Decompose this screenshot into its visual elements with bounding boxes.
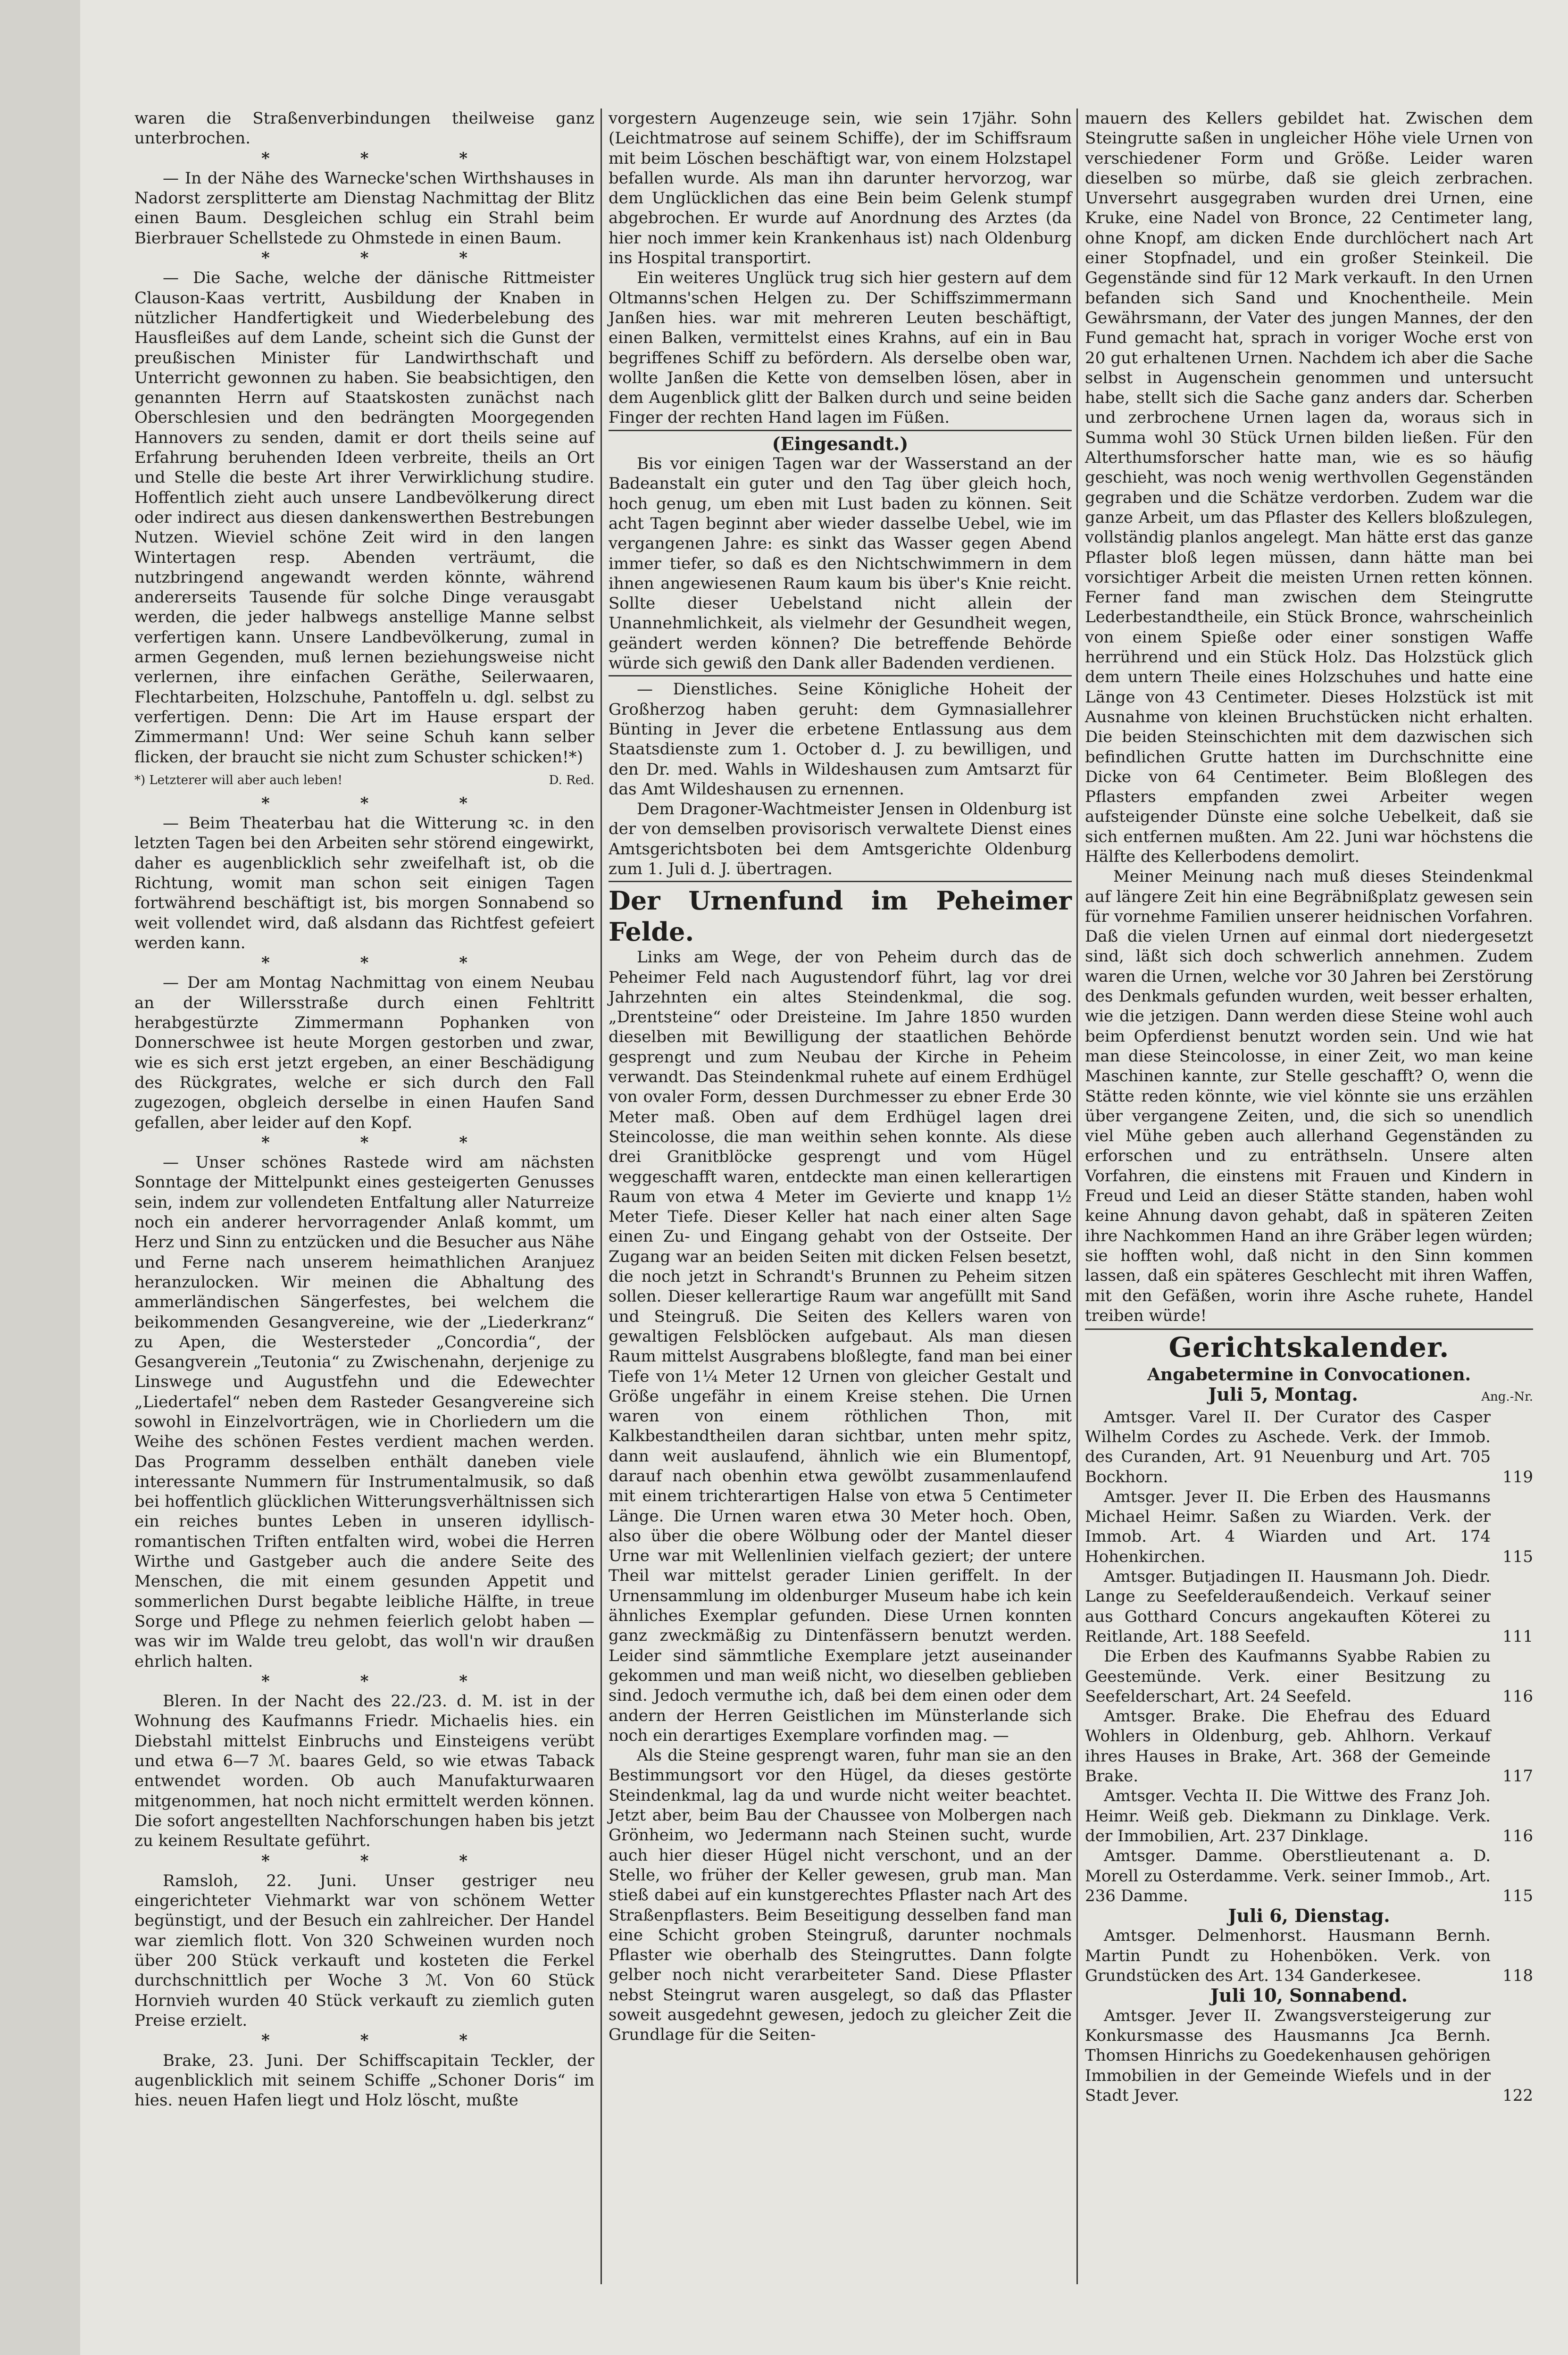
article-paragraph: — Beim Theaterbau hat die Witterung ꝛc. in den letzten Tagen bei den Arbeiten sehr störend eingewirkt, daher es augenblicklich sehr zweifelhaft ist, ob die Richtung, womit man schon seit einigen Tagen fortwährend beschäftigt ist, bis morgen Sonnabend so weit vollendet wird, daß alsdann das Richtfest gefeiert werden kann. xyxy=(134,814,594,952)
calendar-day: Juli 5, Montag. xyxy=(1208,1384,1358,1405)
section-title: (Eingesandt.) xyxy=(772,433,909,454)
calendar-subtitle: Angabetermine in Convocationen. xyxy=(1147,1365,1471,1385)
separator-stars: * * * xyxy=(261,793,510,813)
footnote-signature: D. Red. xyxy=(549,773,594,787)
dienstliches-section xyxy=(609,675,1072,879)
article-paragraph: — Die Sache, welche der dänische Rittmeister Clauson-Kaas vertritt, Ausbildung der Knaben in nützlicher Handfertigkeit und Wiederbelebung des Hausfleißes auf dem Lande, scheint sich die Gunst der preußischen Minister für Landwirthschaft und Unterricht gewonnen zu haben. Sie beabsichtigen, den genannten Herrn auf Staatskosten zunächst nach Oberschlesien und den bedrängten Moorgegenden Hannovers zu senden, damit er dort theils seine auf Erfahrung beruhenden Ideen verbreite, theils an Ort und Stelle die beste Art ihrer Verwirklichung studire. Hoffentlich zieht auch unsere Landbevölkerung direct oder indirect aus diesen dankenswerthen Bestrebungen Nutzen. Wieviel schöne Zeit wird in den langen Wintertagen resp. Abenden verträumt, die nutzbringend angewandt werden könnte, während andererseits Tausende für solche Dinge verausgabt werden, die jeder halbwegs anstellige Manne selbst verfertigen kann. Unsere Landbevölkerung, zumal in armen Gegenden, muß lernen beziehungsweise nicht verlernen, ihre einfachen Geräthe, Seilerwaaren, Flechtarbeiten, Holzschuhe, Pantoffeln u. dgl. selbst zu verfertigen. Denn: Die Art im Hause erspart der Zimmermann! Und: Wer seine Schuh kann selber flicken, der braucht sie nicht zum Schuster schicken!*) xyxy=(134,268,594,767)
separator-stars: * * * xyxy=(261,149,510,168)
calendar-entry xyxy=(1085,1846,1533,1906)
calendar-entry xyxy=(1085,1926,1533,1986)
article-paragraph: Als die Steine gesprengt waren, fuhr man sie an den Bestimmungsort vor den Hügel, da dieses gestörte Steindenkmal, lag da und wurde nicht weiter beachtet. Jetzt aber, beim Bau der Chaussee von Molbergen nach Grönheim, wo Jedermann nach Steinen sucht, wurde auch hier dieser Hügel nicht verschont, und an der Stelle, wo früher der Keller gewesen, grub man. Man stieß dabei auf ein kunstgerechtes Pflaster nach Art des Straßenpflasters. Beim Beseitigung desselben fand man eine Schicht groben Steingruß, darunter nochmals Pflaster wie oberhalb des Steingruttes. Dann folgte gelber noch nicht verarbeiteter Sand. Diese Pflaster nebst Steingrut waren ausgelegt, so daß das Pflaster soweit ausgedehnt gewesen, jedoch zu gleicher Zeit die Grundlage für die Seiten- xyxy=(609,1746,1072,2045)
entry-text: Die Erben des Kaufmanns Syabbe Rabien zu Geestemünde. Verk. einer Besitzung zu Seefelderschart, Art. 24 Seefeld. xyxy=(1085,1647,1491,1706)
entry-number: 115 xyxy=(1502,1886,1533,1905)
separator-stars: * * * xyxy=(261,1851,510,1871)
entry-text: Amtsger. Jever II. Zwangsversteigerung zur Konkursmasse des Hausmanns Jca Bernh. Thomsen Hinrichs zu Goedekenhausen gehörigen Immobilien in der Gemeinde Wiefels und in der Stadt Jever. xyxy=(1085,2006,1491,2105)
number-column-label: Ang.-Nr. xyxy=(1481,1390,1533,1404)
separator-stars: * * * xyxy=(261,249,510,268)
section-title: Der Urnenfund im Peheimer Felde. xyxy=(609,885,1072,947)
entry-text: Amtsger. Vechta II. Die Wittwe des Franz Joh. Heimr. Weiß geb. Diekmann zu Dinklage. Verk. der Immobilien, Art. 237 Dinklage. xyxy=(1085,1787,1491,1846)
calendar-entry xyxy=(1085,1786,1533,1846)
article-paragraph: Links am Wege, der von Peheim durch das de Peheimer Feld nach Augustendorf führt, lag vor drei Jahrzehnten ein altes Steindenkmal, die sog. „Drentsteine“ oder Dreisteine. Im Jahre 1850 wurden dieselben mit Bewilligung der staatlichen Behörde gesprengt und zum Neubau der Kirche in Peheim verwandt. Das Steindenkmal ruhete auf einem Erdhügel von ovaler Form, dessen Durchmesser zu ebner Erde 30 Meter maß. Oben auf dem Erdhügel lagen drei Steincolosse, die man weithin sehen konnte. Als diese drei Granitblöcke gesprengt und vom Hügel weggeschafft waren, entdeckte man einen kellerartigen Raum von etwa 4 Meter im Gevierte und knapp 1½ Meter Tiefe. Dieser Keller hat nach einer alten Sage einen Zu- und Eingang gehabt von der Ostseite. Der Zugang war an beiden Seiten mit dicken Felsen besetzt, die noch jetzt in Schrandt's Brunnen zu Peheim sitzen sollen. Dieser kellerartige Raum war angefüllt mit Sand und Steingruß. Die Seiten des Kellers waren von gewaltigen Felsblöcken aufgebaut. Als man diesen Raum mittelst Ausgrabens bloßlegte, fand man bei einer Tiefe von 1¼ Meter 12 Urnen von gleicher Gestalt und Größe ungefähr in einem Kreise stehen. Die Urnen waren von einem röthlichen Thon, mit Kalkbestandtheilen daran sichtbar, unten mehr spitz, dann weit auslaufend, ähnlich wie ein Blumentopf, darauf nach obenhin etwa gewölbt zusammenlaufend mit einem trichterartigen Halse von etwa 5 Centimeter Länge. Die Urnen waren etwa 30 Meter hoch. Oben, also über die obere Wölbung oder der Mantel dieser Urne war mit Wellenlinien vielfach geziert; der untere Theil war mittelst gerader Linien geriffelt. In der Urnensammlung im oldenburger Museum habe ich kein ähnliches Exemplar gefunden. Diese Urnen konnten ganz zweckmäßig zu Dintenfässern benutzt werden. Leider sind sämmtliche Exemplare jetzt auseinander gekommen und man weiß nicht, wo dieselben geblieben sind. Jedoch vermuthe ich, daß bei dem einen oder dem andern der Herren Geistlichen im Münsterlande sich noch ein derartiges Exemplare vorfinden mag. — xyxy=(609,948,1072,1745)
entry-text: Amtsger. Brake. Die Ehefrau des Eduard Wohlers in Oldenburg, geb. Ahlhorn. Verkauf ihres Hauses in Brake, Art. 368 der Gemeinde Brake. xyxy=(1085,1707,1491,1786)
article-paragraph: Dem Dragoner-Wachtmeister Jensen in Oldenburg ist der von demselben provisorisch verwaltete Dienst eines Amtsgerichtsboten bei dem Amtsgerichte Oldenburg zum 1. Juli d. J. übertragen. xyxy=(609,800,1072,878)
calendar-entry xyxy=(1085,1407,1533,1487)
article-paragraph: vorgestern Augenzeuge sein, wie sein 17jähr. Sohn (Leichtmatrose auf seinem Schiffe), der im Schiffsraum mit beim Löschen beschäftigt war, von einem Holzstapel befallen wurde. Als man ihn darunter hervorzog, war dem Unglücklichen das eine Bein beim Gelenk stumpf abgebrochen. Er wurde auf Anordnung des Arztes (da hier noch immer kein Krankenhaus ist) nach Oldenburg ins Hospital transportirt. xyxy=(609,109,1072,268)
article-paragraph: — Dienstliches. Seine Königliche Hoheit der Großherzog haben geruht: dem Gymnasiallehrer Bünting in Jever die erbetene Entlassung aus dem Staatsdienste zum 1. October d. J. zu bewilligen, und den Dr. med. Wahls in Wildeshausen zum Amtsarzt für das Amt Wildeshausen zu ernennen. xyxy=(609,680,1072,799)
urnenfund-section xyxy=(609,881,1072,2045)
entry-text: Amtsger. Jever II. Die Erben des Hausmanns Michael Heimr. Saßen zu Wiarden. Verk. der Immob. Art. 4 Wiarden und Art. 174 Hohenkirchen. xyxy=(1085,1487,1491,1566)
entry-text: Amtsger. Butjadingen II. Hausmann Joh. Diedr. Lange zu Seefelderaußendeich. Verkauf seiner aus Gotthard Concurs angekauften Köterei zu Reitlande, Art. 188 Seefeld. xyxy=(1085,1567,1491,1646)
calendar-entry xyxy=(1085,1567,1533,1646)
calendar-day-row xyxy=(1085,1385,1533,1407)
eingesandt-section xyxy=(609,430,1072,674)
separator-stars: * * * xyxy=(261,1671,510,1691)
article-paragraph: Brake, 23. Juni. Der Schiffscapitain Teckler, der augenblicklich mit seinem Schiffe „Schoner Doris“ im hies. neuen Hafen liegt und Holz löscht, mußte xyxy=(134,2051,594,2110)
calendar-day: Juli 10, Sonnabend. xyxy=(1210,1985,1408,2006)
entry-number: 116 xyxy=(1502,1687,1533,1706)
article-paragraph: — Unser schönes Rastede wird am nächsten Sonntage der Mittelpunkt eines gesteigerten Genusses sein, indem zur vollendeten Entfaltung aller Naturreize noch ein anderer hervorragender Anlaß kommt, um Herz und Sinn zu entzücken und die Besucher aus Nähe und Ferne nach unserem heimathlichen Aranjuez heranzulocken. Wir meinen die Abhaltung des ammerländischen Sängerfestes, bei welchem die beikommenden Gesangvereine, wie der „Liederkranz“ zu Apen, die Westersteder „Concordia“, der Gesangverein „Teutonia“ zu Zwischenahn, derjenige zu Linswege und Augustfehn und die Edewechter „Liedertafel“ neben dem Rasteder Gesangvereine sich sowohl in Einzelvorträgen, wie in Chorliedern um die Weihe des schönen Festes verdient machen werden. Das Programm desselben enthält daneben viele interessante Nummern für Instrumentalmusik, so daß bei hoffentlich glücklichen Witterungsverhältnissen sich ein reiches buntes Leben in unseren idyllisch-romantischen Triften entfalten wird, wobei die Herren Wirthe und Gastgeber auch die andere Seite des Menschen, die mit einem gesunden Appetit und sommerlichen Durst begabte leibliche Hälfte, in treue Sorge und Pflege zu nehmen feierlich gelobt haben — was wir im Walde treu gelobt, das woll'n wir draußen ehrlich halten. xyxy=(134,1153,594,1671)
entry-number: 115 xyxy=(1502,1547,1533,1566)
article-paragraph: Bleren. In der Nacht des 22./23. d. M. ist in der Wohnung des Kaufmanns Friedr. Michaelis hies. ein Diebstahl mittelst Einbruchs und Einsteigens verübt und etwa 6—7 ℳ. baares Geld, so wie etwas Taback entwendet worden. Ob auch Manufakturwaaren mitgenommen, hat noch nicht ermittelt werden können. Die sofort angestellten Nachforschungen haben bis jetzt zu keinem Resultate geführt. xyxy=(134,1692,594,1851)
separator-stars: * * * xyxy=(261,953,510,973)
binding-gutter xyxy=(0,0,80,2355)
entry-text: Amtsger. Damme. Oberstlieutenant a. D. Morell zu Osterdamme. Verk. seiner Immob., Art. 236 Damme. xyxy=(1085,1846,1491,1905)
column-rule xyxy=(1076,109,1078,2284)
footnote-text: *) Letzterer will aber auch leben! xyxy=(134,773,342,787)
entry-number: 111 xyxy=(1502,1627,1533,1646)
calendar-title: Gerichtskalender. xyxy=(1168,1331,1450,1364)
calendar-entry xyxy=(1085,2006,1533,2105)
column-right xyxy=(1085,109,1533,2105)
calendar-entry xyxy=(1085,1706,1533,1786)
entry-number: 116 xyxy=(1502,1826,1533,1846)
column-left xyxy=(134,109,594,2110)
column-rule xyxy=(601,109,602,2284)
article-paragraph: waren die Straßenverbindungen theilweise ganz unterbrochen. xyxy=(134,109,594,148)
entry-text: Amtsger. Varel II. Der Curator des Casper Wilhelm Cordes zu Aschede. Verk. der Immob. des Curanden, Art. 91 Neuenburg und Art. 705 Bockhorn. xyxy=(1085,1407,1491,1486)
calendar-entry xyxy=(1085,1487,1533,1567)
article-paragraph: mauern des Kellers gebildet hat. Zwischen dem Steingrutte saßen in ungleicher Höhe viele Urnen von verschiedener Form und Größe. Leider waren dieselben so mürbe, daß sie gleich zerbrachen. Unversehrt ausgegraben wurden drei Urnen, eine Kruke, eine Nadel von Bronce, 22 Centimeter lang, ohne Knopf, am dicken Ende durchlöchert nach Art einer Stopfnadel, und ein großer Steinkeil. Die Gegenstände sind für 12 Mark verkauft. In den Urnen befanden sich Sand und Knochentheile. Mein Gewährsmann, der Vater des jungen Mannes, der den Fund gemacht hat, sprach in voriger Woche erst von 20 gut erhaltenen Urnen. Nachdem ich aber die Sache selbst in Augenschein genommen und untersucht habe, stellt sich die Sache ganz anders dar. Scherben und zerbrochene Urnen lagen da, woraus sich in Summa wohl 30 Stück Urnen bilden ließen. Für den Alterthumsforscher hatte man, wie es so häufig geschieht, was noch wenig werthvollen Gegenständen gegraben und die Schätze verdorben. Zudem war die ganze Arbeit, um das Pflaster des Kellers bloßzulegen, vollständig planlos angelegt. Man hätte erst das ganze Pflaster bloß legen müssen, dann hätte man bei vorsichtiger Arbeit die meisten Urnen retten können. Ferner fand man zwischen dem Steingrutte Lederbestandtheile, ein Stück Bronce, wahrscheinlich von einem Spieße oder einer sonstigen Waffe herrührend und ein Stück Holz. Das Holzstück glich dem untern Theile eines Holzschuhes und hatte eine Länge von 43 Centimeter. Dieses Holzstück ist mit Ausnahme von kleinen Bruchstücken nicht erhalten. Die beiden Steinschichten mit dem dazwischen sich befindlichen Grutte hatten im Durchschnitte eine Dicke von 64 Centimeter. Beim Bloßlegen des Pflasters empfanden zwei Arbeiter wegen aufsteigender Dünste eine solche Uebelkeit, daß sie sich entfernen mußten. Am 22. Juni war höchstens die Hälfte des Kellerbodens demolirt. xyxy=(1085,109,1533,866)
calendar-day: Juli 6, Dienstag. xyxy=(1228,1905,1390,1927)
footnote xyxy=(134,772,594,789)
entry-number: 118 xyxy=(1502,1966,1533,1986)
calendar-entry xyxy=(1085,1646,1533,1706)
separator-stars: * * * xyxy=(261,2031,510,2050)
article-paragraph: Bis vor einigen Tagen war der Wasserstand an der Badeanstalt ein guter und den Tag über gleich hoch, hoch genug, um eben mit Lust baden zu können. Seit acht Tagen beginnt aber wieder dasselbe Uebel, wie im vergangenen Jahre: es sinkt das Wasser gegen Abend immer tiefer, so daß es den Nichtschwimmern in dem ihnen angewiesenen Raum kaum bis über's Knie reicht. Sollte dieser Uebelstand nicht allein der Unannehmlichkeit, als vielmehr der Gesundheit wegen, geändert werden können? Die betreffende Behörde würde sich gewiß den Dank aller Badenden verdienen. xyxy=(609,454,1072,673)
column-middle xyxy=(609,109,1072,2045)
entry-text: Amtsger. Delmenhorst. Hausmann Bernh. Martin Pundt zu Hohenböken. Verk. von Grundstücken des Art. 134 Ganderkesee. xyxy=(1085,1926,1491,1986)
entry-number: 117 xyxy=(1502,1767,1533,1786)
article-paragraph: Meiner Meinung nach muß dieses Steindenkmal auf längere Zeit hin eine Begräbnißplatz gewesen sein für vornehme Familien unserer heidnischen Vorfahren. Daß die vielen Urnen auf einmal dort niedergesetzt sind, läßt sich doch schwerlich annehmen. Zudem waren die Urnen, welche vor 30 Jahren bei Zerstörung des Denkmals gefunden wurden, weit besser erhalten, wie die jetzigen. Dann werden diese Steine wohl auch beim Opferdienst benutzt worden sein. Und wie hat man diese Steincolosse, in einer Zeit, wo man keine Maschinen kannte, zur Stelle geschafft? O, wenn die Stätte reden könnte, wie viel könnte sie uns erzählen über vergangene Zeiten, und, die sich so unendlich viel Mühe geben auch allerhand Gegenständen zu erforschen und zu enträthseln. Unsere alten Vorfahren, die einstens mit Frauen und Kindern in Freud und Leid an dieser Stätte standen, haben wohl keine Ahnung davon gehabt, daß in späteren Zeiten ihre Nachkommen Hand an ihre Gräber legen würden; sie hofften wohl, daß nicht in den Sinn kommen lassen, daß ein späteres Geschlecht mit ihren Waffen, mit den Gefäßen, worin ihre Asche ruhete, Handel treiben würde! xyxy=(1085,867,1533,1325)
article-paragraph: Ein weiteres Unglück trug sich hier gestern auf dem Oltmanns'schen Helgen zu. Der Schiffszimmermann Janßen hies. war mit mehreren Leuten beschäftigt, einen Balken, vermittelst eines Krahns, auf ein in Bau begriffenes Schiff zu befördern. Als derselbe oben war, wollte Janßen die Kette von demselben lösen, aber in dem Augenblick glitt der Balken durch und seine beiden Finger der rechten Hand lagen im Füßen. xyxy=(609,268,1072,427)
entry-number: 119 xyxy=(1502,1467,1533,1486)
entry-number: 122 xyxy=(1502,2086,1533,2105)
article-paragraph: Ramsloh, 22. Juni. Unser gestriger neu eingerichteter Viehmarkt war von schönem Wetter begünstigt, und der Besuch ein zahlreicher. Der Handel war ziemlich flott. Von 320 Schweinen wurden noch über 200 Stück verkauft und kosteten die Ferkel durchschnittlich per Woche 3 ℳ. Von 60 Stück Hornvieh wurden 40 Stück verkauft zu ziemlich guten Preise erzielt. xyxy=(134,1871,594,2030)
article-paragraph: — Der am Montag Nachmittag von einem Neubau an der Willersstraße durch einen Fehltritt herabgestürzte Zimmermann Pophanken von Donnerschwee ist heute Morgen gestorben und zwar, wie es sich erst jetzt ergeben, an einer Beschädigung des Rückgrates, welche er sich durch den Fall zugezogen, obgleich derselbe in einen Haufen Sand gefallen, aber leider auf den Kopf. xyxy=(134,973,594,1132)
article-paragraph: — In der Nähe des Warnecke'schen Wirthshauses in Nadorst zersplitterte am Dienstag Nachmittag der Blitz einen Baum. Desgleichen schlug ein Strahl beim Bierbrauer Schellstede zu Ohmstede in einen Baum. xyxy=(134,168,594,248)
separator-stars: * * * xyxy=(261,1133,510,1152)
